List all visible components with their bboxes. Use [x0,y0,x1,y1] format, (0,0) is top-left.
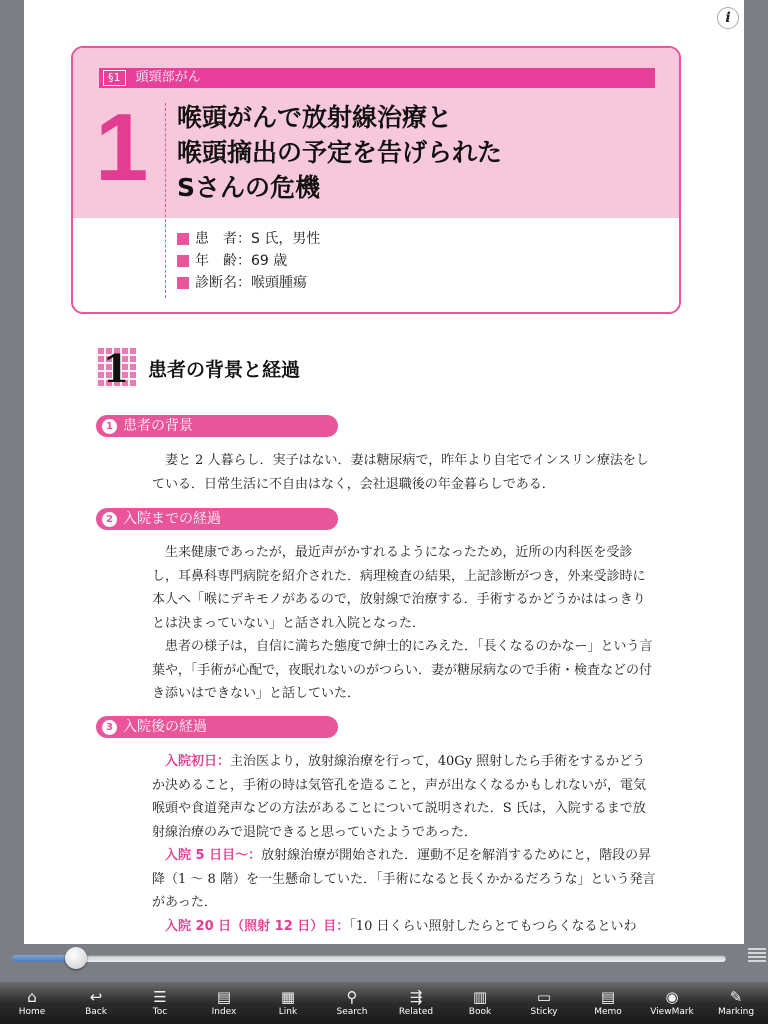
toolbar-label: Search [336,1007,368,1017]
heading-number: 1 [102,346,130,391]
toolbar-memo-button[interactable] [578,982,638,1024]
paragraph [152,750,656,844]
subheading-label: 入院までの経過 [123,511,221,527]
day-label: 入院 5 日目～： [165,848,262,863]
toolbar-book-button[interactable] [450,982,510,1024]
chapter-title-line: 喉頭摘出の予定を告げられた [177,138,503,167]
chapter-title-line: Sさんの危機 [177,173,321,202]
toolbar-label: Related [398,1007,434,1017]
meta-value: S 氏，男性 [251,231,321,247]
subheading-pill [96,716,338,738]
toolbar-link-button[interactable] [258,982,318,1024]
toolbar-label: Toc [152,1007,168,1017]
paragraph [152,844,656,915]
grip-icon[interactable] [748,948,766,962]
toolbar-index-button[interactable] [194,982,254,1024]
divider-dotted [165,103,166,298]
pink-square-icon [177,255,189,267]
book-icon: ▥ [472,988,488,1006]
home-icon: ⌂ [27,988,37,1006]
day-text: 主治医より，放射線治療を行って，40Gy 照射したら手術をするかどうか決めること，手術の時は気管孔を造ること，声が出なくなるかもしれないが，電気喉頭や食道発声などの方法があることについて説明された．S 氏は，入院するまで放射線治療のみで退院できると思っていたようであった． [152,754,647,840]
toolbar-label: Sticky [530,1007,558,1017]
page-slider-area [0,944,768,982]
toolbar-sticky-button[interactable] [514,982,574,1024]
paragraph: 生来健康であったが，最近声がかすれるようになったため，近所の内科医を受診し，耳鼻科専門病院を紹介された．病理検査の結果，上記診断がつき，外来受診時に本人へ「喉にデキモノがあるので，放射線で治療する．手術するかどうかははっきりとは決まっていない」と話され入院となった． [152,545,646,631]
meta-key: 診断名： [195,275,251,291]
circled-number: 3 [102,720,117,735]
paragraph-pre-admission [152,541,656,706]
toolbar-label: Link [278,1007,298,1017]
marking-icon: ✎ [729,988,743,1006]
toolbar-marking-button[interactable] [706,982,766,1024]
related-icon: ⇶ [409,988,423,1006]
toolbar-label: Back [85,1007,107,1017]
page-slider-track[interactable] [12,955,726,962]
back-icon: ↩ [89,988,103,1006]
section-number: §1 [103,70,126,86]
circled-number: 2 [102,512,117,527]
section-bar [99,68,655,88]
toolbar-back-button[interactable] [66,982,126,1024]
book-page [24,0,744,982]
index-icon: ▤ [216,988,232,1006]
meta-value: 喉頭腫瘍 [251,275,307,291]
chapter-header-box [71,46,681,314]
section-heading [96,346,300,390]
section-title: 頭頸部がん [135,70,201,85]
toolbar-label: Index [211,1007,237,1017]
paragraph: 患者の様子は，自信に満ちた態度で紳士的にみえた．「長くなるのかなー」という言葉や，「手術が心配で，夜眠れないのがつらい．妻が糖尿病なので手術・検査などの付き添いはできない」と話していた． [152,639,653,701]
subheading-pill [96,415,338,437]
memo-icon: ▤ [600,988,616,1006]
toolbar-label: Home [18,1007,46,1017]
link-icon: ▦ [280,988,296,1006]
heading-grid-icon [96,346,136,391]
meta-row-patient [177,228,320,250]
subheading-label: 患者の背景 [123,418,193,434]
toolbar-label: ViewMark [650,1007,694,1017]
meta-key: 患 者： [195,231,251,247]
heading-text: 患者の背景と経過 [148,358,301,381]
toolbar-toc-button[interactable] [130,982,190,1024]
paragraph-background [152,449,656,496]
paragraph [152,915,656,939]
patient-meta [177,228,320,294]
meta-row-diagnosis [177,272,320,294]
toolbar-label: Book [468,1007,492,1017]
chapter-number: 1 [95,94,149,201]
paragraph-post-admission [152,750,656,938]
toolbar-home-button[interactable] [2,982,62,1024]
meta-key: 年 齢： [195,253,251,269]
subheading-label: 入院後の経過 [123,719,207,735]
day-text: 放射線治療が開始された．運動不足を解消するためにと，階段の昇降（1 ～ 8 階）を一生懸命していた．「手術になると長くかかるだろうな」という発言があった． [152,848,656,910]
day-text: 「10 日くらい照射したらとてもつらくなるといわ [349,918,637,934]
circled-number: 1 [102,419,117,434]
meta-row-age [177,250,320,272]
toolbar-label: Memo [594,1007,622,1017]
bottom-toolbar [0,982,768,1024]
paragraph: 妻と 2 人暮らし．実子はない．妻は糖尿病で，昨年より自宅でインスリン療法をしている．日常生活に不自由はなく，会社退職後の年金暮らしである． [152,453,649,492]
day-label: 入院 20 日（照射 12 日）目： [165,918,350,934]
toc-icon: ☰ [153,988,167,1006]
day-label: 入院初日： [165,754,231,769]
toolbar-viewmark-button[interactable] [642,982,702,1024]
sticky-icon: ▭ [536,988,552,1006]
toolbar-label: Marking [717,1007,755,1017]
chapter-title-line: 喉頭がんで放射線治療と [177,103,453,132]
viewmark-icon: ◉ [665,988,679,1006]
info-icon[interactable]: i [718,8,738,28]
pink-square-icon [177,233,189,245]
toolbar-related-button[interactable] [386,982,446,1024]
meta-value: 69 歳 [251,253,288,269]
search-icon: ⚲ [346,988,358,1006]
chapter-title [177,100,647,205]
pink-square-icon [177,277,189,289]
toolbar-search-button[interactable] [322,982,382,1024]
subheading-pill [96,508,338,530]
